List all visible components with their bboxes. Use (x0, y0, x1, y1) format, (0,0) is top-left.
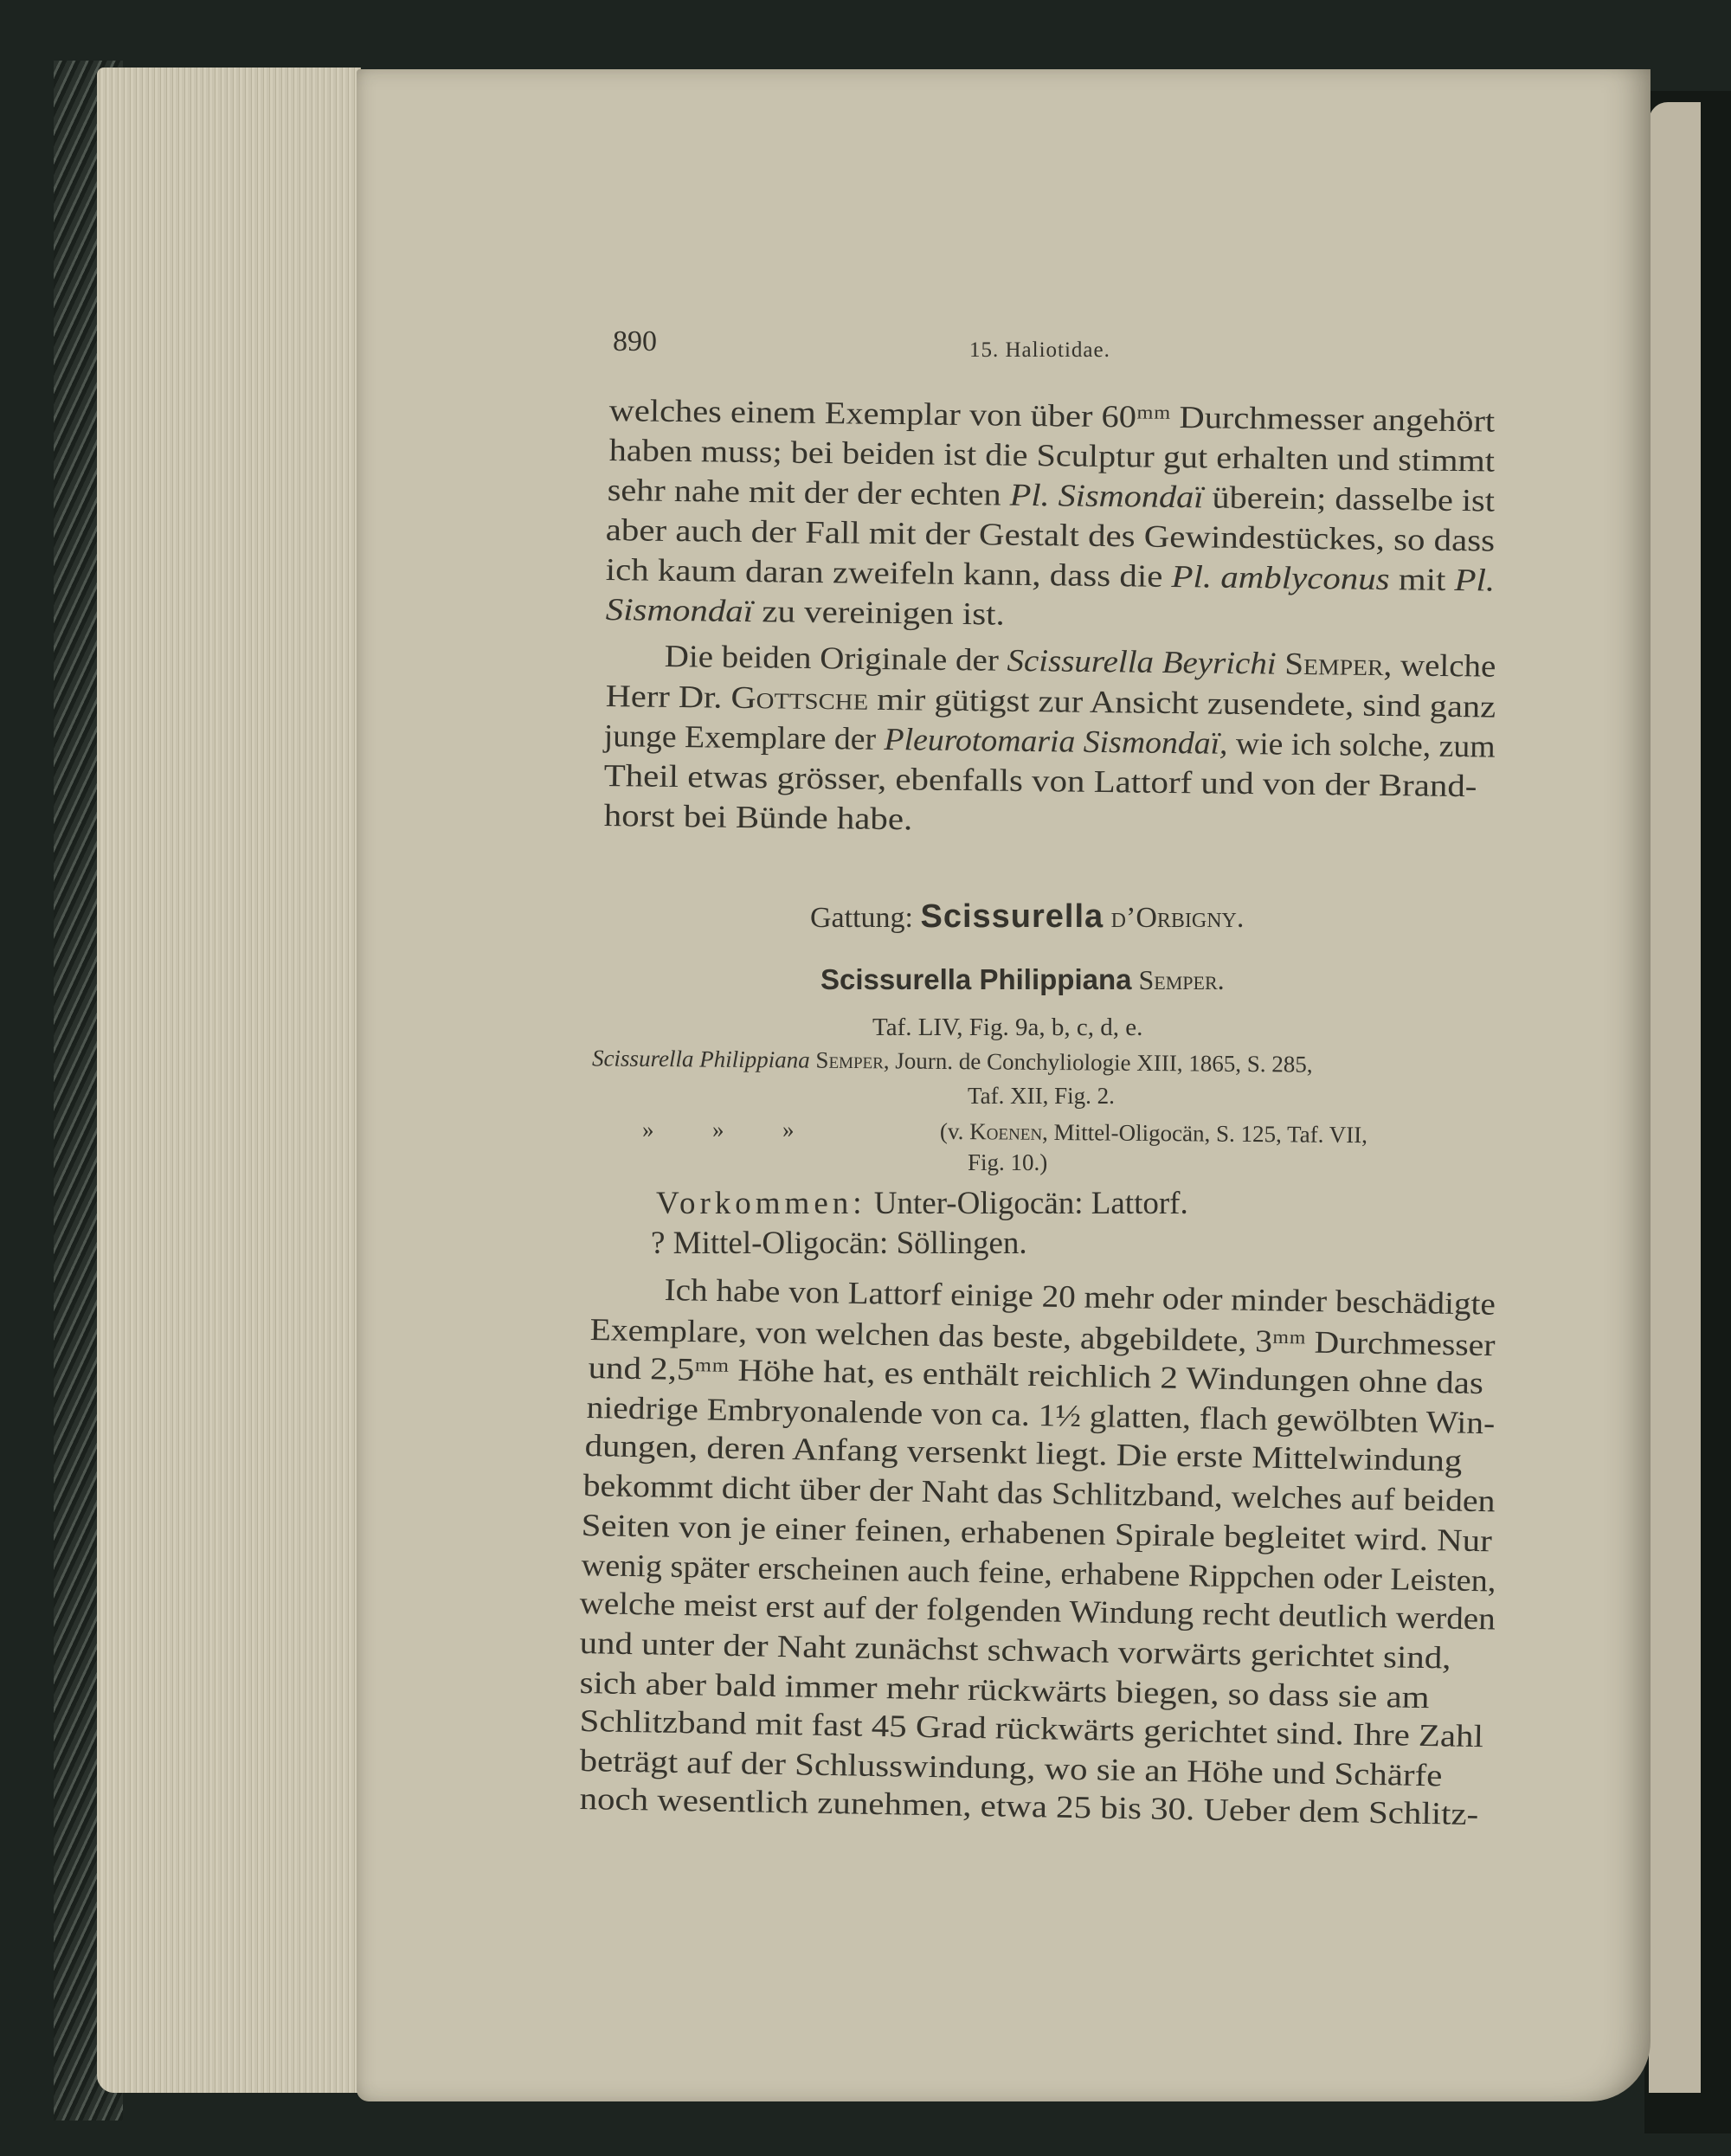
author-name: Semper (1284, 645, 1384, 683)
page-edges-stack (97, 68, 361, 2093)
text-run: junge Exemplare der (603, 718, 885, 756)
text-run: Die beiden Originale der (664, 638, 1007, 678)
paragraph-line: noch wesentlich zunehmen, etwa 25 bis 30. Ueber dem Schlitz- (579, 1780, 1479, 1832)
paragraph-line (605, 591, 1005, 632)
paragraph-line: haben muss; bei beiden ist die Sculptur gut erhalten und stimmt (608, 432, 1496, 479)
paragraph-line: dungen, deren Anfang versenkt liegt. Die erste Mittelwindung (584, 1427, 1463, 1478)
text-run: , Mittel-Oligocän, S. 125, Taf. VII, (1042, 1118, 1368, 1149)
paragraph-line: Seiten von je einer feinen, erhabenen Spirale begleitet wird. Nur (581, 1507, 1493, 1559)
text-run: wie ich solche, zum (1227, 724, 1496, 764)
text-run: ich kaum daran zweifeln kann, dass die (605, 551, 1172, 594)
paragraph-line: aber auch der Fall mit der Gestalt des Gewindestückes, so dass (605, 512, 1496, 558)
paragraph-line: Theil etwas grösser, ebenfalls von Lattorf und von der Brand- (603, 757, 1477, 804)
species-title: Scissurella Philippiana (820, 963, 1132, 995)
paragraph-line: Ich habe von Lattorf einige 20 mehr oder minder beschädigte (664, 1271, 1496, 1322)
paragraph-line: Exemplare, von welchen das beste, abgebildete, 3ᵐᵐ Durchmesser (589, 1311, 1496, 1363)
species-name: Pl. (1454, 561, 1496, 598)
reference-line: Taf. XII, Fig. 2. (968, 1083, 1115, 1109)
paragraph-line: welches einem Exemplar von über 60ᵐᵐ Durchmesser angehört (608, 392, 1496, 439)
species-heading (820, 965, 1225, 994)
text-run: überein; dasselbe ist (1203, 479, 1496, 518)
species-name: Pl. amblyconus (1171, 557, 1390, 597)
genus-heading (810, 900, 1244, 933)
occurrence-label: Vorkommen: (656, 1186, 866, 1221)
author-name: Gottsche (730, 679, 869, 717)
paragraph-line: horst bei Bünde habe. (603, 797, 913, 837)
occurrence-line (656, 1187, 1188, 1220)
genus-author: d’Orbigny. (1104, 902, 1245, 934)
paragraph-line: und 2,5ᵐᵐ Höhe hat, es enthält reichlich 2 Windungen ohne das (588, 1349, 1484, 1401)
species-author: Semper. (1138, 964, 1225, 995)
running-title: 15. Haliotidae. (969, 338, 1110, 362)
page-number: 890 (613, 325, 657, 357)
paragraph-line: beträgt auf der Schlusswindung, wo sie an Höhe und Schärfe (579, 1742, 1443, 1793)
text-run: mit (1389, 561, 1455, 597)
reference-author: Koenen (969, 1118, 1043, 1145)
paragraph-line: bekommt dicht über der Naht das Schlitzband, welches auf beiden (582, 1467, 1496, 1519)
text-run: sehr nahe mit der der echten (607, 472, 1011, 512)
text-run: , Journ. de Conchyliologie XIII, 1865, S. 285, (883, 1047, 1313, 1078)
paragraph-line: niedrige Embryonalende von ca. 1½ glatten, flach gewölbten Win- (586, 1389, 1496, 1441)
paragraph-line: wenig später erscheinen auch feine, erhabene Rippchen oder Leisten, (581, 1547, 1496, 1599)
reference-line: Fig. 10.) (968, 1149, 1048, 1175)
text-run: Unter-Oligocän: Lattorf. (866, 1186, 1188, 1221)
plate-reference: Taf. LIV, Fig. 9a, b, c, d, e. (872, 1014, 1143, 1041)
text-run: , welche (1383, 647, 1496, 684)
species-name: Pleurotomaria Sismondaï, (884, 720, 1228, 761)
ditto-marks: » » » (642, 1117, 795, 1142)
species-name: Sismondaï (605, 591, 754, 629)
paragraph-line: und unter der Naht zunächst schwach vorwärts gerichtet sind, (579, 1625, 1451, 1676)
species-name: Pl. Sismondaï (1009, 476, 1204, 515)
paragraph-line: Schlitzband mit fast 45 Grad rückwärts gerichtet sind. Ihre Zahl (579, 1702, 1484, 1754)
reference-species: Scissurella Philippiana (591, 1045, 810, 1073)
text-run: (v. (939, 1117, 970, 1145)
text-run: mir gütigst zur Ansicht zusendete, sind ganz (867, 680, 1496, 724)
genus-name: Scissurella (920, 898, 1104, 935)
reference-author: Semper (815, 1046, 885, 1074)
facing-page-edge (1649, 102, 1701, 2093)
text-run: zu vereinigen ist. (752, 593, 1005, 632)
species-name: Scissurella Beyrichi (1007, 641, 1277, 681)
genus-label: Gattung: (810, 902, 921, 934)
paragraph-line: sich aber bald immer mehr rückwärts biegen, so dass sie am (579, 1664, 1430, 1715)
reference-line (939, 1117, 1368, 1149)
text-run: Herr Dr. (605, 678, 731, 715)
paragraph-line: welche meist erst auf der folgenden Windung recht deutlich werden (579, 1585, 1496, 1637)
occurrence-line: ? Mittel-Oligocän: Söllingen. (651, 1226, 1027, 1261)
